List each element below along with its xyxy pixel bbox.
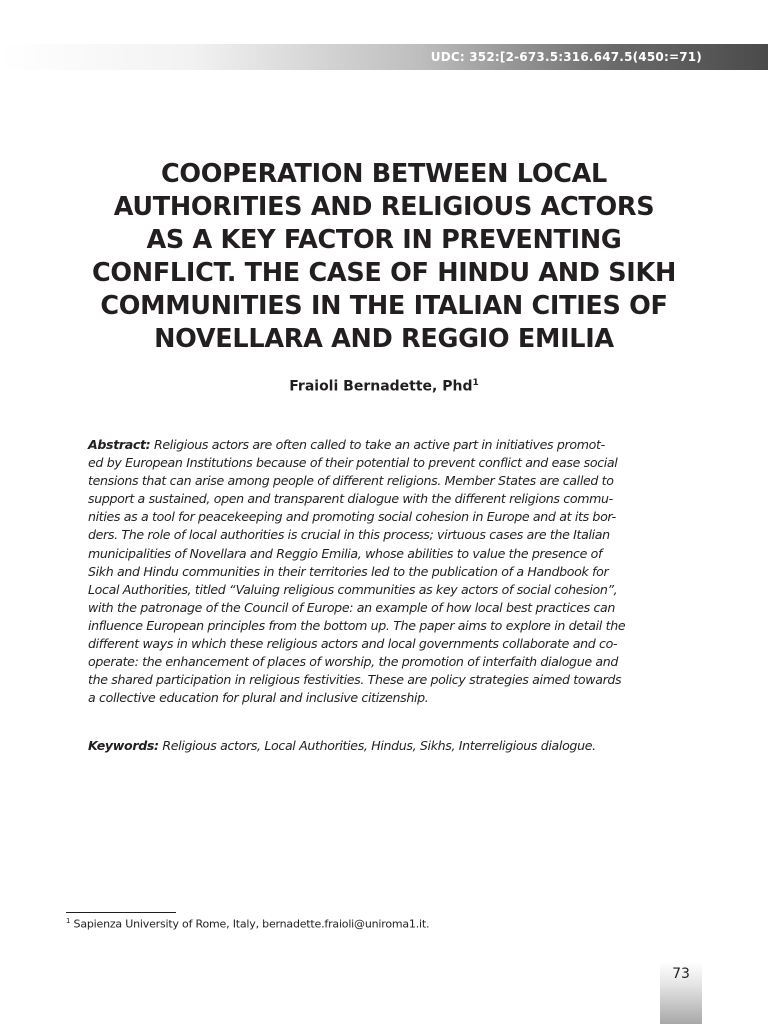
abstract-line-text: Religious actors are often called to take an active part in initiatives promot- bbox=[150, 437, 605, 452]
title-line: COMMUNITIES IN THE ITALIAN CITIES OF bbox=[100, 291, 668, 321]
udc-header-bar bbox=[0, 44, 768, 70]
abstract-line: nities as a tool for peacekeeping and promoting social cohesion in Europe and at its bor- bbox=[88, 509, 616, 525]
abstract-line: with the patronage of the Council of Europe: an example of how local best practices can bbox=[88, 599, 616, 615]
abstract-line: operate: the enhancement of places of worship, the promotion of interfaith dialogue and bbox=[88, 654, 619, 670]
keywords-label: Keywords: bbox=[88, 738, 159, 753]
title-line: COOPERATION BETWEEN LOCAL bbox=[161, 159, 607, 189]
abstract-label: Abstract: bbox=[88, 437, 151, 452]
page-number-tab bbox=[660, 962, 702, 1024]
abstract-line bbox=[88, 436, 682, 454]
footnote-mark: 1 bbox=[66, 917, 71, 925]
title-line: AUTHORITIES AND RELIGIOUS ACTORS bbox=[113, 192, 655, 222]
author-line bbox=[0, 378, 768, 395]
keywords-text: Religious actors, Local Authorities, Hindus, Sikhs, Interreligious dialogue. bbox=[158, 738, 596, 753]
abstract-line: different ways in which these religious actors and local governments collaborate and co- bbox=[88, 636, 618, 652]
footnote-text: Sapienza University of Rome, Italy, bernadette.fraioli@uniroma1.it. bbox=[70, 917, 430, 931]
paper-title bbox=[40, 158, 728, 356]
footnote bbox=[66, 917, 429, 931]
page-number: 73 bbox=[672, 966, 690, 982]
title-line: CONFLICT. THE CASE OF HINDU AND SIKH bbox=[91, 258, 676, 288]
abstract-line: ed by European Institutions because of their potential to prevent conflict and ease social bbox=[88, 455, 618, 471]
author-name: Fraioli Bernadette, Phd bbox=[289, 378, 473, 395]
abstract-line: municipalities of Novellara and Reggio Emilia, whose abilities to value the presence of bbox=[88, 545, 603, 561]
keywords-line bbox=[88, 737, 682, 755]
abstract-block bbox=[88, 436, 682, 707]
abstract-line: influence European principles from the bottom up. The paper aims to explore in detail the bbox=[88, 617, 626, 633]
abstract-line: Local Authorities, titled “Valuing religious communities as key actors of social cohesion”, bbox=[88, 581, 618, 597]
abstract-line: tensions that can arise among people of different religions. Member States are called to bbox=[88, 473, 614, 489]
title-line: NOVELLARA AND REGGIO EMILIA bbox=[154, 324, 614, 354]
udc-code: UDC: 352:[2-673.5:316.647.5(450:=71) bbox=[430, 50, 702, 64]
abstract-line: ders. The role of local authorities is crucial in this process; virtuous cases are the Italian bbox=[88, 527, 610, 543]
footnote-divider bbox=[66, 912, 176, 913]
abstract-line: support a sustained, open and transparent dialogue with the different religions commu- bbox=[88, 491, 613, 507]
author-footnote-mark: 1 bbox=[472, 378, 479, 388]
title-line: AS A KEY FACTOR IN PREVENTING bbox=[146, 225, 622, 255]
abstract-line: Sikh and Hindu communities in their territories led to the publication of a Handbook for bbox=[88, 563, 609, 579]
abstract-line: a collective education for plural and inclusive citizenship. bbox=[88, 690, 429, 706]
abstract-line: the shared participation in religious festivities. These are policy strategies aimed towards bbox=[88, 672, 622, 688]
